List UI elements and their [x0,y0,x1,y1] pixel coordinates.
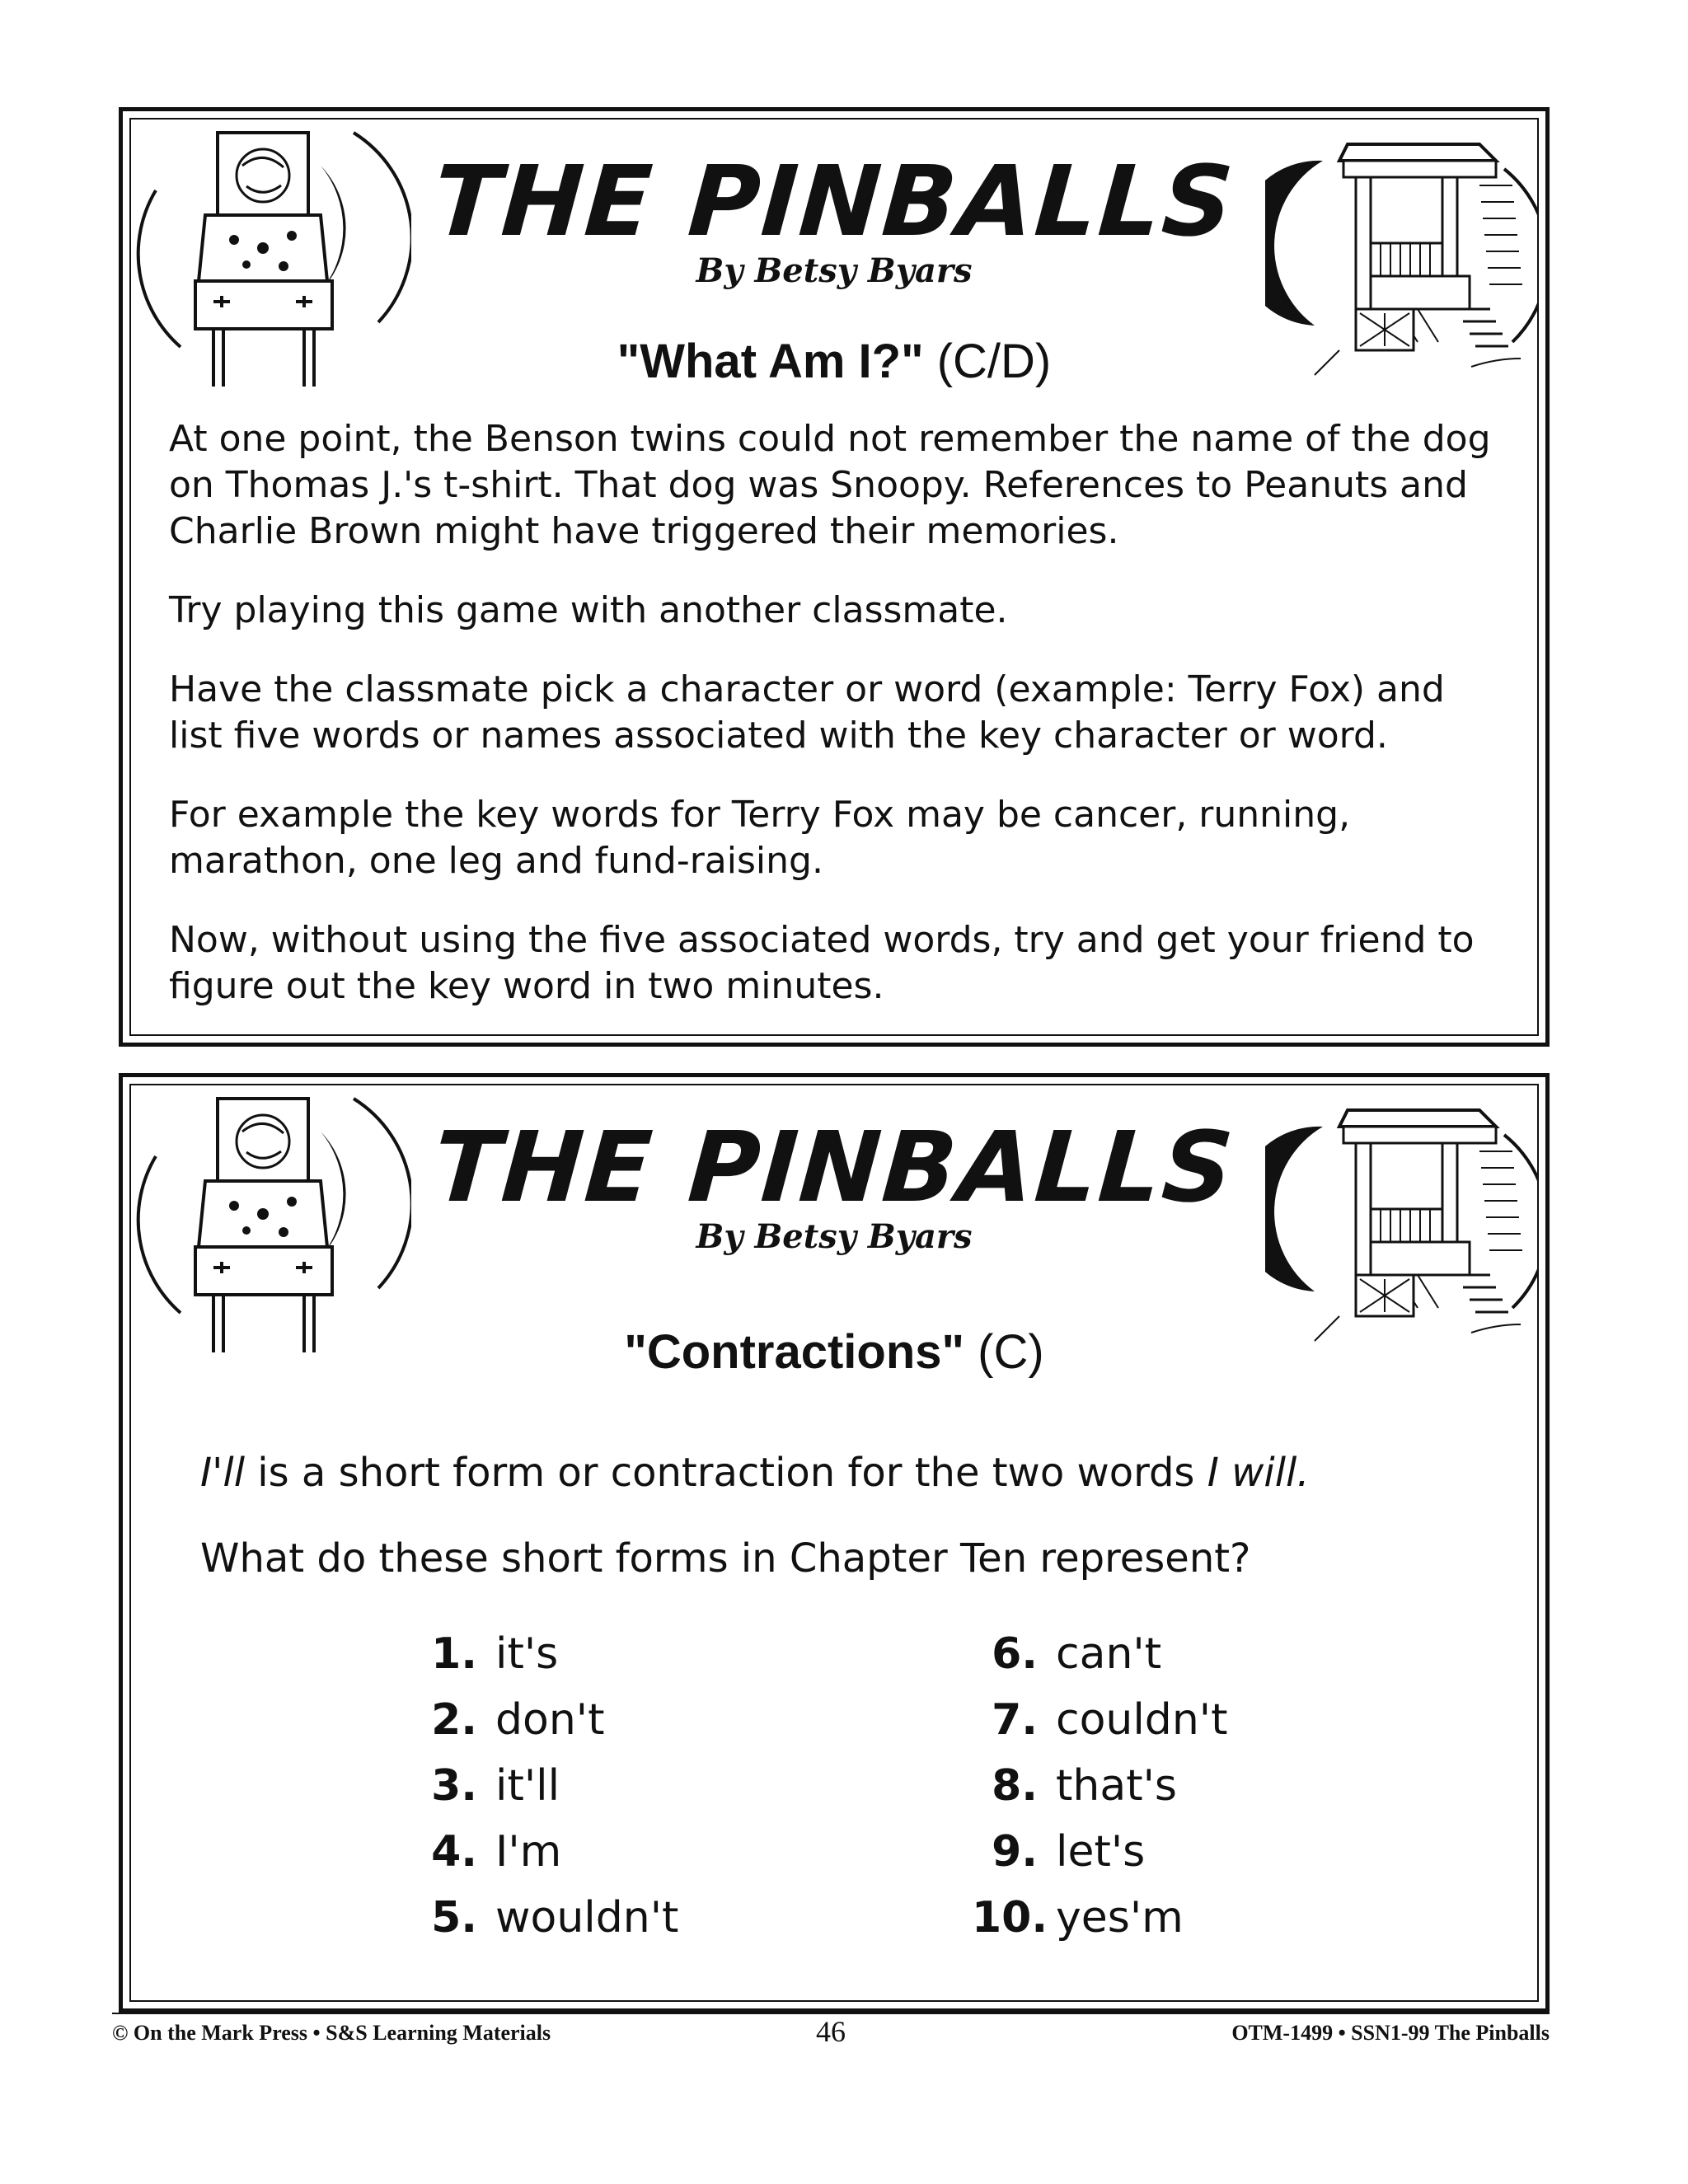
contraction-definition [200,1448,1496,1497]
page-footer [112,2014,1550,2050]
book-author: By Betsy Byars [696,1217,973,1256]
item-word: wouldn't [495,1893,679,1943]
paragraph: At one point, the Benson twins could not remember the name of the dog on Thomas J.'s t-shirt. That dog was Snoopy. References to Peanuts and Charlie Brown might have triggered their memories. [169,418,1491,552]
item-number: 7. [992,1695,1038,1745]
activity-card-what-am-i [119,107,1550,1047]
list-item [428,1885,678,1951]
paragraph: For example the key words for Terry Fox may be cancer, running, marathon, one leg and fund-raising. [169,794,1351,882]
activity-intro [200,1448,1496,1619]
item-word: don't [495,1695,605,1745]
activity-instructions [169,416,1499,1043]
paragraph: Have the classmate pick a character or word (example: Terry Fox) and list five words or names associated with the key character or word. [169,668,1445,757]
activity-name: "Contractions" [624,1325,965,1379]
product-code: OTM-1499 • SSN1-99 The Pinballs [1231,2021,1550,2045]
list-item [972,1819,1227,1885]
item-word: let's [1056,1827,1146,1877]
list-item [428,1819,678,1885]
list-item [972,1621,1227,1687]
activity-level: (C/D) [936,335,1052,388]
paragraph: Now, without using the five associated words, try and get your friend to figure out the key word in two minutes. [169,919,1475,1007]
item-number: 8. [992,1761,1038,1811]
item-number: 1. [431,1629,477,1679]
item-word: I'm [495,1827,562,1877]
contraction-list-left [428,1621,678,1951]
item-number: 4. [431,1827,477,1877]
list-item [428,1753,678,1819]
item-number: 5. [431,1893,477,1943]
item-number: 9. [992,1827,1038,1877]
item-word: it's [495,1629,559,1679]
list-item [428,1687,678,1753]
question: What do these short forms in Chapter Ten represent? [200,1535,1251,1582]
book-title: THE PINBALLS [429,1110,1239,1224]
item-word: it'll [495,1761,560,1811]
activity-heading [123,1324,1545,1380]
list-item [972,1885,1227,1951]
activity-name: "What Am I?" [617,335,924,388]
item-word: yes'm [1056,1893,1184,1943]
list-item [972,1753,1227,1819]
item-number: 3. [431,1761,477,1811]
item-number: 2. [431,1695,477,1745]
item-word: couldn't [1056,1695,1228,1745]
activity-heading [123,334,1545,389]
item-number: 10. [972,1893,1048,1943]
list-item [972,1687,1227,1753]
book-author: By Betsy Byars [696,251,973,290]
publisher-credit: © On the Mark Press • S&S Learning Materials [112,2021,551,2045]
book-title: THE PINBALLS [429,144,1239,258]
definition-text: is a short form or contraction for the two words [245,1450,1207,1496]
list-item [428,1621,678,1687]
activity-card-contractions [119,1073,1550,2013]
item-word: that's [1056,1761,1177,1811]
contraction-list-right [972,1621,1227,1951]
page-number: 46 [816,2015,846,2048]
example-expansion: I will. [1207,1450,1310,1496]
item-number: 6. [992,1629,1038,1679]
activity-level: (C) [978,1325,1044,1379]
example-contraction: I'll [200,1450,246,1496]
item-word: can't [1056,1629,1162,1679]
paragraph: Try playing this game with another classmate. [169,589,1008,631]
